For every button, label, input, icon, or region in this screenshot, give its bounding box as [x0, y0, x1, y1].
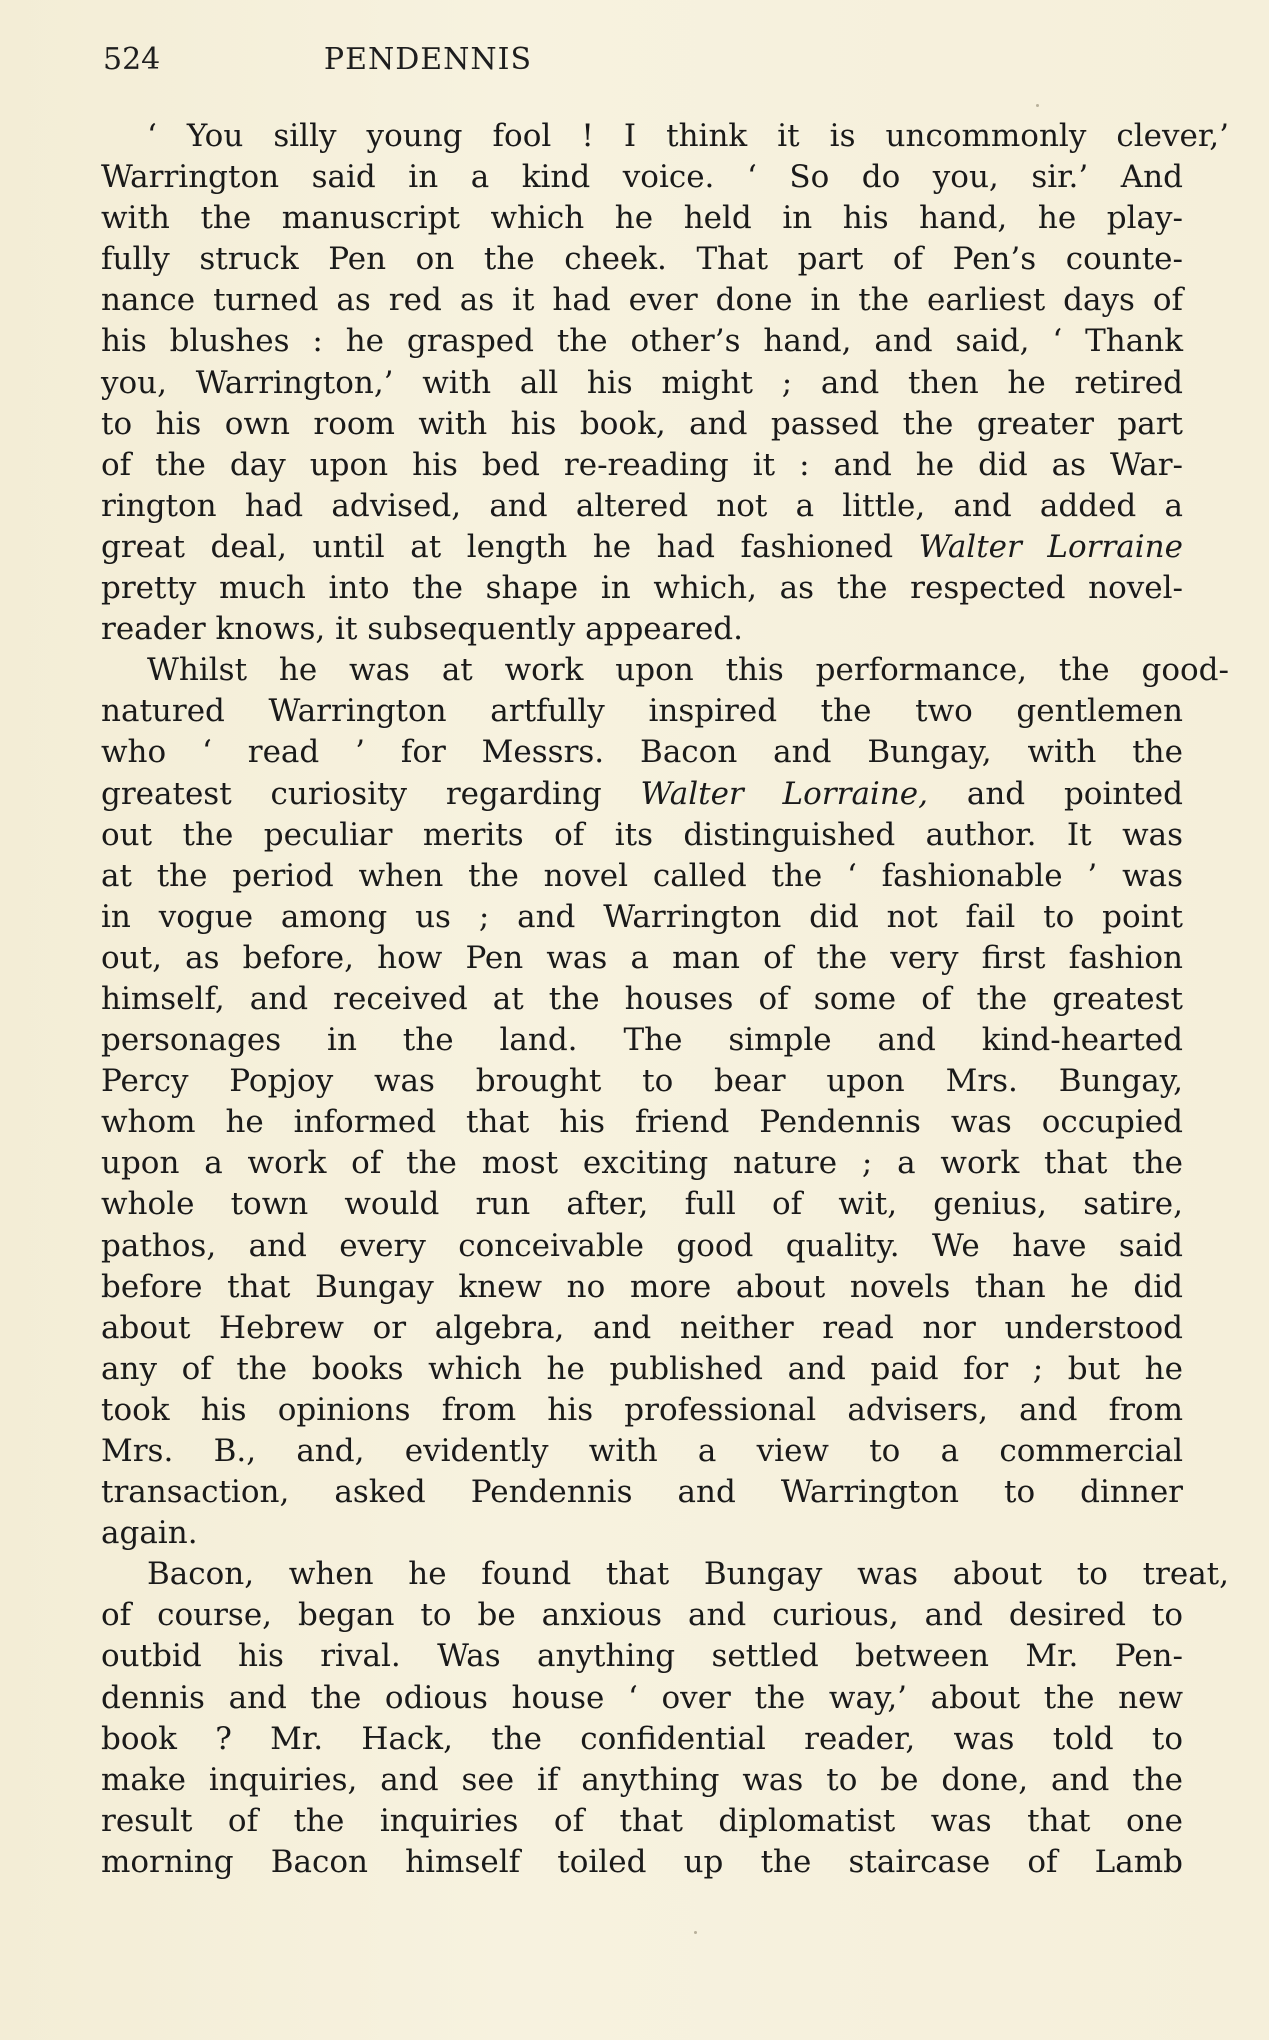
text-line: [101, 527, 1183, 568]
text-line: his blushes : he grasped the other’s hand, and said, ‘ Thank: [101, 323, 1183, 360]
book-title-italic: Walter Lorraine: [918, 528, 1183, 565]
text-line: Percy Popjoy was brought to bear upon Mrs. Bungay,: [101, 1063, 1183, 1100]
text-line: about Hebrew or algebra, and neither read nor understood: [101, 1309, 1183, 1346]
text-line: Warrington said in a kind voice. ‘ So do you, sir.’ And: [101, 159, 1183, 196]
text-line: result of the inquiries of that diplomatist was that one: [101, 1802, 1183, 1839]
text-line: nance turned as red as it had ever done in the earliest days of: [101, 282, 1183, 319]
text-line: before that Bungay knew no more about novels than he did: [101, 1268, 1183, 1305]
text-line: Mrs. B., and, evidently with a view to a commercial: [101, 1433, 1183, 1469]
text-line: in vogue among us ; and Warrington did not fail to point: [101, 898, 1183, 935]
text-line: again.: [101, 1515, 198, 1552]
text-line: took his opinions from his professional advisers, and from: [101, 1391, 1183, 1428]
text-line: of course, began to be anxious and curious, and desired to: [101, 1597, 1183, 1634]
text-line: fully struck Pen on the cheek. That part of Pen’s counte-: [101, 241, 1183, 278]
text-line: to his own room with his book, and passed the greater part: [101, 405, 1183, 442]
text-line: [101, 774, 1183, 815]
text-line: Bacon, when he found that Bungay was about to treat,: [147, 1556, 1229, 1593]
text-line: out the peculiar merits of its distinguished author. It was: [101, 816, 1183, 853]
text-line: rington had advised, and altered not a little, and added a: [101, 487, 1183, 524]
text-line: who ‘ read ’ for Messrs. Bacon and Bungay, with the: [101, 734, 1183, 771]
text-line: pretty much into the shape in which, as the respected novel-: [101, 570, 1183, 607]
text-line: at the period when the novel called the ‘ fashionable ’ was: [101, 857, 1183, 894]
text-line: personages in the land. The simple and kind-hearted: [101, 1022, 1183, 1059]
text-line: with the manuscript which he held in his hand, he play-: [101, 200, 1183, 237]
text-line: dennis and the odious house ‘ over the way,’ about the new: [101, 1679, 1183, 1716]
text-line: you, Warrington,’ with all his might ; and then he retired: [101, 364, 1183, 401]
text-segment: great deal, until at length he had fashioned: [101, 528, 919, 565]
page-number: 524: [103, 42, 161, 77]
text-line: morning Bacon himself toiled up the staircase of Lamb: [101, 1843, 1183, 1880]
text-line: himself, and received at the houses of some of the greatest: [101, 980, 1183, 1017]
text-line: pathos, and every conceivable good quality. We have said: [101, 1227, 1183, 1264]
text-line: transaction, asked Pendennis and Warrington to dinner: [101, 1474, 1183, 1511]
book-title-italic: Walter Lorraine,: [640, 775, 929, 812]
body-text: [101, 116, 1229, 1883]
page-header: [103, 42, 753, 82]
text-line: whom he informed that his friend Pendennis was occupied: [101, 1104, 1183, 1141]
text-line: any of the books which he published and paid for ; but he: [101, 1350, 1183, 1387]
text-line: upon a work of the most exciting nature ; a work that the: [101, 1145, 1183, 1182]
text-segment: and pointed: [928, 775, 1183, 812]
text-line: Whilst he was at work upon this performance, the good-: [147, 652, 1229, 689]
text-line: outbid his rival. Was anything settled between Mr. Pen-: [101, 1638, 1183, 1675]
text-line: ‘ You silly young fool ! I think it is uncommonly clever,’: [147, 118, 1229, 154]
text-line: whole town would run after, full of wit, genius, satire,: [101, 1186, 1183, 1223]
paper-speck: [694, 1931, 697, 1934]
running-title: PENDENNIS: [323, 42, 533, 77]
text-line: out, as before, how Pen was a man of the very first fashion: [101, 939, 1183, 976]
text-line: book ? Mr. Hack, the confidential reader, was told to: [101, 1720, 1183, 1757]
text-segment: greatest curiosity regarding: [101, 775, 641, 812]
text-line: of the day upon his bed re-reading it : and he did as War-: [101, 446, 1183, 483]
paper-speck: [1036, 104, 1039, 107]
text-line: make inquiries, and see if anything was to be done, and the: [101, 1761, 1183, 1798]
text-line: reader knows, it subsequently appeared.: [101, 611, 743, 648]
text-line: natured Warrington artfully inspired the two gentlemen: [101, 693, 1183, 730]
